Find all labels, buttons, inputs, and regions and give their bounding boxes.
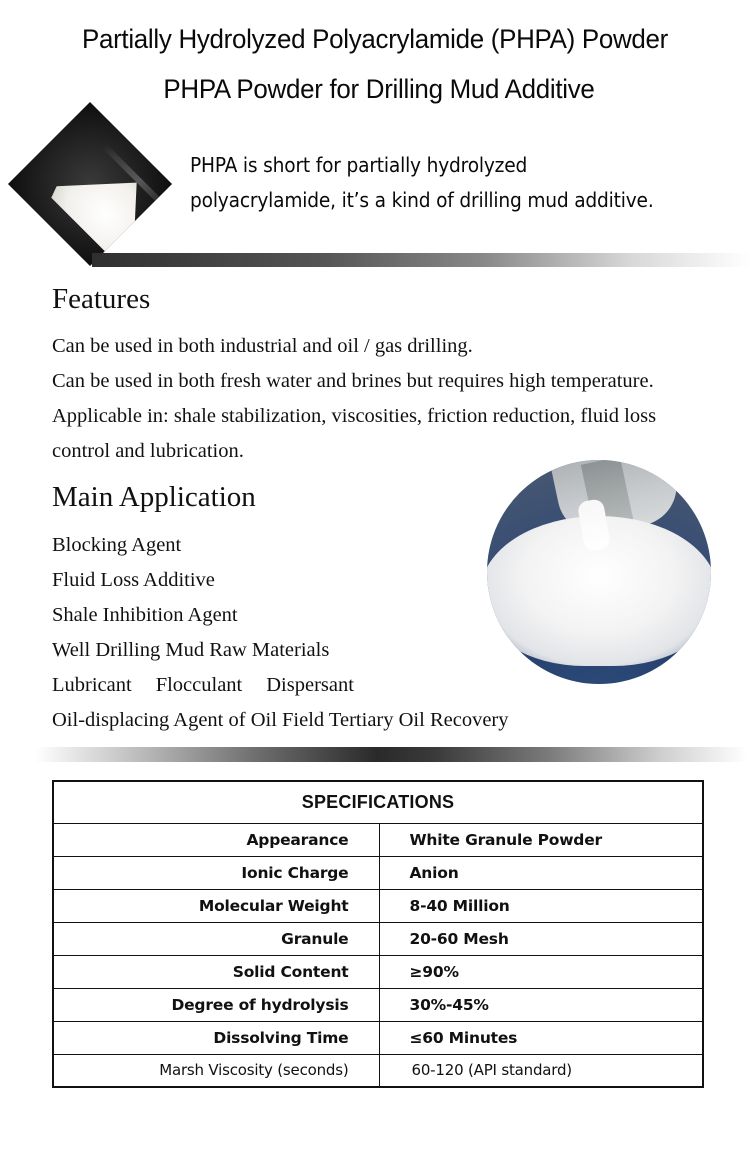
application-item: Well Drilling Mud Raw Materials xyxy=(52,639,330,661)
application-item: Oil-displacing Agent of Oil Field Tertiary Oil Recovery xyxy=(52,709,509,731)
table-row xyxy=(53,856,703,889)
table-row xyxy=(53,889,703,922)
spec-label: Granule xyxy=(53,922,379,955)
application-item: Flocculant xyxy=(155,674,243,696)
powder-pile xyxy=(46,144,172,266)
spec-value: 20-60 Mesh xyxy=(379,922,703,955)
powder-diamond-image xyxy=(8,100,172,268)
page-subtitle: PHPA Powder for Drilling Mud Additive xyxy=(163,74,595,104)
specifications-title: SPECIFICATIONS xyxy=(53,781,703,823)
intro-line: polyacrylamide, it’s a kind of drilling mud additive. xyxy=(190,188,654,212)
table-row xyxy=(53,1054,703,1087)
application-heading: Main Application xyxy=(52,481,256,513)
table-row xyxy=(53,823,703,856)
spec-value: ≥90% xyxy=(379,955,703,988)
table-row xyxy=(53,955,703,988)
spec-value: 30%-45% xyxy=(379,988,703,1021)
spec-value: 8-40 Million xyxy=(379,889,703,922)
feature-item: control and lubrication. xyxy=(52,440,244,462)
application-item: Lubricant xyxy=(52,674,132,696)
spec-label: Marsh Viscosity (seconds) xyxy=(53,1054,379,1087)
application-inline-items xyxy=(52,668,509,703)
application-list xyxy=(52,528,509,738)
spec-label: Degree of hydrolysis xyxy=(53,988,379,1021)
spec-label: Ionic Charge xyxy=(53,856,379,889)
intro-text xyxy=(190,148,711,218)
features-heading: Features xyxy=(52,283,151,315)
divider-gradient-bar xyxy=(92,253,750,267)
page-title: Partially Hydrolyzed Polyacrylamide (PHPA) Powder xyxy=(81,24,669,54)
spec-value: 60-120 (API standard) xyxy=(379,1054,703,1087)
specifications-table xyxy=(52,780,704,1088)
application-item: Shale Inhibition Agent xyxy=(52,604,238,626)
spec-value: Anion xyxy=(379,856,703,889)
feature-item: Can be used in both fresh water and brines but requires high temperature. xyxy=(52,370,654,392)
diamond-frame xyxy=(8,102,172,266)
table-row xyxy=(53,988,703,1021)
spec-label: Dissolving Time xyxy=(53,1021,379,1054)
spec-value: White Granule Powder xyxy=(379,823,703,856)
table-row xyxy=(53,922,703,955)
spec-label: Appearance xyxy=(53,823,379,856)
granule-circle-image xyxy=(487,460,711,684)
divider-gradient-bar xyxy=(35,747,747,762)
application-item: Fluid Loss Additive xyxy=(52,569,215,591)
feature-item: Applicable in: shale stabilization, viscosities, friction reduction, fluid loss xyxy=(52,405,657,427)
spec-label: Molecular Weight xyxy=(53,889,379,922)
application-item: Dispersant xyxy=(266,674,354,696)
feature-item: Can be used in both industrial and oil / gas drilling. xyxy=(52,335,473,357)
table-row xyxy=(53,1021,703,1054)
application-item: Blocking Agent xyxy=(52,534,182,556)
spec-value: ≤60 Minutes xyxy=(379,1021,703,1054)
spec-label: Solid Content xyxy=(53,955,379,988)
intro-line: PHPA is short for partially hydrolyzed xyxy=(190,153,528,177)
features-list xyxy=(52,329,742,469)
